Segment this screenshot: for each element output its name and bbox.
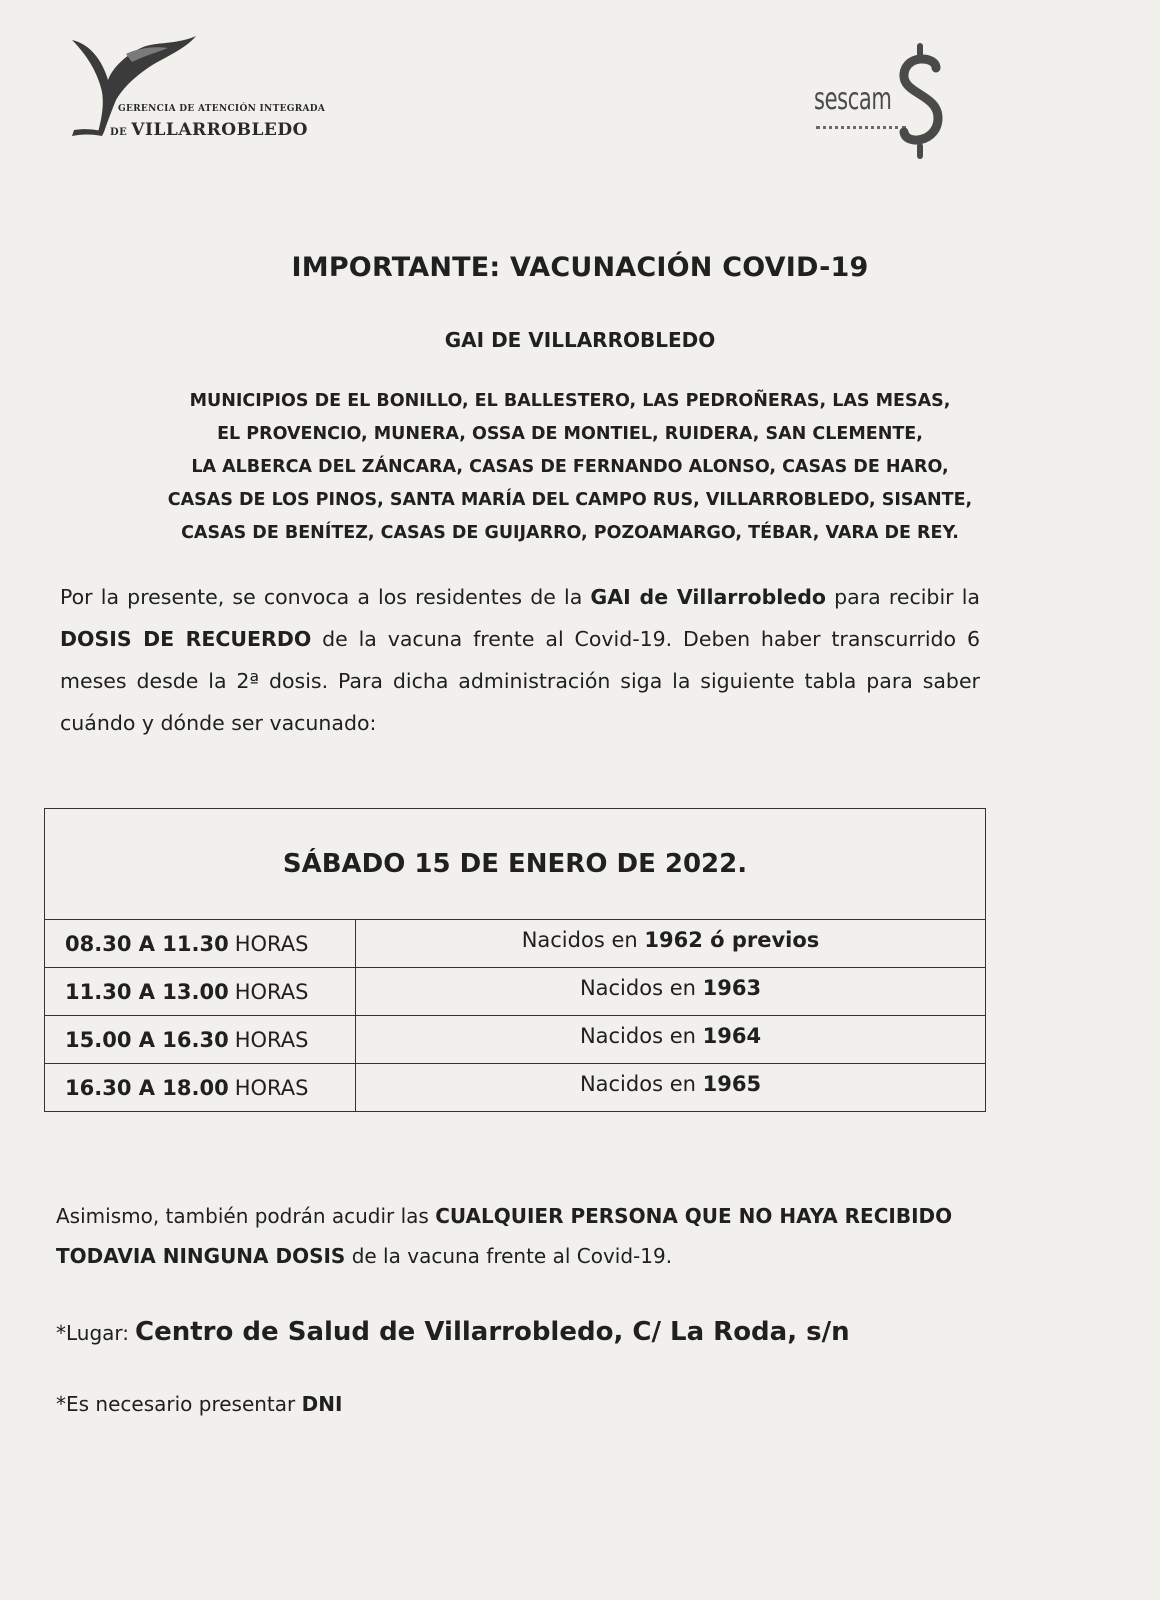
location-value: Centro de Salud de Villarrobledo, C/ La Roda, s/n bbox=[135, 1317, 850, 1347]
table-row bbox=[45, 1016, 985, 1064]
dni-bold: DNI bbox=[301, 1392, 343, 1416]
intro-paragraph bbox=[60, 576, 980, 744]
time-unit: HORAS bbox=[234, 1027, 309, 1052]
time-range: 15.00 A 16.30 bbox=[65, 1027, 229, 1052]
time-range: 08.30 A 11.30 bbox=[65, 931, 229, 956]
time-range: 11.30 A 13.00 bbox=[65, 979, 229, 1004]
municipios-line: LA ALBERCA DEL ZÁNCARA, CASAS DE FERNANDO ALONSO, CASAS DE HARO, bbox=[191, 457, 949, 477]
municipios-line: EL PROVENCIO, MUNERA, OSSA DE MONTIEL, RUIDERA, SAN CLEMENTE, bbox=[217, 424, 923, 444]
time-range: 16.30 A 18.00 bbox=[65, 1075, 229, 1100]
born-value: 1965 bbox=[702, 1072, 762, 1096]
gai-logo bbox=[68, 34, 368, 144]
org-name-line2 bbox=[110, 120, 308, 140]
born-cell bbox=[356, 968, 985, 1015]
schedule-date: SÁBADO 15 DE ENERO DE 2022. bbox=[45, 809, 985, 920]
table-row bbox=[45, 920, 985, 968]
also-paragraph bbox=[56, 1196, 986, 1276]
org-name-line1: GERENCIA DE ATENCIÓN INTEGRADA bbox=[118, 104, 326, 114]
born-value: 1962 ó previos bbox=[644, 928, 820, 952]
time-cell bbox=[45, 920, 356, 967]
time-cell bbox=[45, 1064, 356, 1111]
born-cell bbox=[356, 920, 985, 967]
org-name-prefix: DE bbox=[110, 127, 128, 138]
municipios-line: CASAS DE LOS PINOS, SANTA MARÍA DEL CAMPO RUS, VILLARROBLEDO, SISANTE, bbox=[167, 490, 973, 510]
page-subtitle: GAI DE VILLARROBLEDO bbox=[444, 328, 716, 352]
location-label: *Lugar: bbox=[56, 1321, 130, 1345]
intro-text: para recibir la bbox=[825, 585, 980, 609]
born-prefix: Nacidos en bbox=[579, 976, 696, 1000]
org-name-city: VILLARROBLEDO bbox=[131, 120, 308, 140]
born-cell bbox=[356, 1064, 985, 1111]
sescam-wordmark: sescam bbox=[814, 82, 892, 117]
table-row bbox=[45, 968, 985, 1016]
also-text: de la vacuna frente al Covid-19. bbox=[345, 1244, 673, 1268]
intro-bold-dosis: DOSIS DE RECUERDO bbox=[60, 627, 312, 651]
sescam-s-icon bbox=[896, 42, 946, 160]
location-line bbox=[56, 1317, 850, 1347]
page-title: IMPORTANTE: VACUNACIÓN COVID-19 bbox=[291, 252, 869, 283]
also-text: Asimismo, también podrán acudir las bbox=[56, 1204, 436, 1228]
intro-text: de la vacuna frente al Covid-19. Deben haber transcurrido 6 meses desde la 2ª dosis. Para dicha administración siga la siguiente tabla para saber cuándo y dónde ser vacunado: bbox=[60, 627, 980, 735]
born-value: 1964 bbox=[702, 1024, 762, 1048]
time-cell bbox=[45, 1016, 356, 1063]
time-unit: HORAS bbox=[234, 1075, 309, 1100]
born-prefix: Nacidos en bbox=[521, 928, 638, 952]
intro-bold-gai: GAI de Villarrobledo bbox=[590, 585, 826, 609]
table-row bbox=[45, 1064, 985, 1111]
municipios-line: CASAS DE BENÍTEZ, CASAS DE GUIJARRO, POZOAMARGO, TÉBAR, VARA DE REY. bbox=[181, 523, 959, 543]
time-cell bbox=[45, 968, 356, 1015]
born-cell bbox=[356, 1016, 985, 1063]
also-bold: CUALQUIER PERSONA QUE NO HAYA RECIBIDO TODAVIA NINGUNA DOSIS bbox=[56, 1204, 953, 1268]
sescam-tagline-line bbox=[816, 126, 906, 133]
born-value: 1963 bbox=[702, 976, 762, 1000]
dni-text: *Es necesario presentar bbox=[56, 1392, 302, 1416]
municipios-list bbox=[60, 385, 1080, 550]
intro-text: Por la presente, se convoca a los residentes de la bbox=[60, 585, 591, 609]
sescam-logo bbox=[810, 42, 970, 162]
municipios-line: MUNICIPIOS DE EL BONILLO, EL BALLESTERO, LAS PEDROÑERAS, LAS MESAS, bbox=[189, 391, 951, 411]
dni-note bbox=[56, 1392, 342, 1416]
born-prefix: Nacidos en bbox=[579, 1024, 696, 1048]
born-prefix: Nacidos en bbox=[579, 1072, 696, 1096]
time-unit: HORAS bbox=[234, 979, 309, 1004]
time-unit: HORAS bbox=[234, 931, 309, 956]
schedule-table bbox=[44, 808, 986, 1112]
